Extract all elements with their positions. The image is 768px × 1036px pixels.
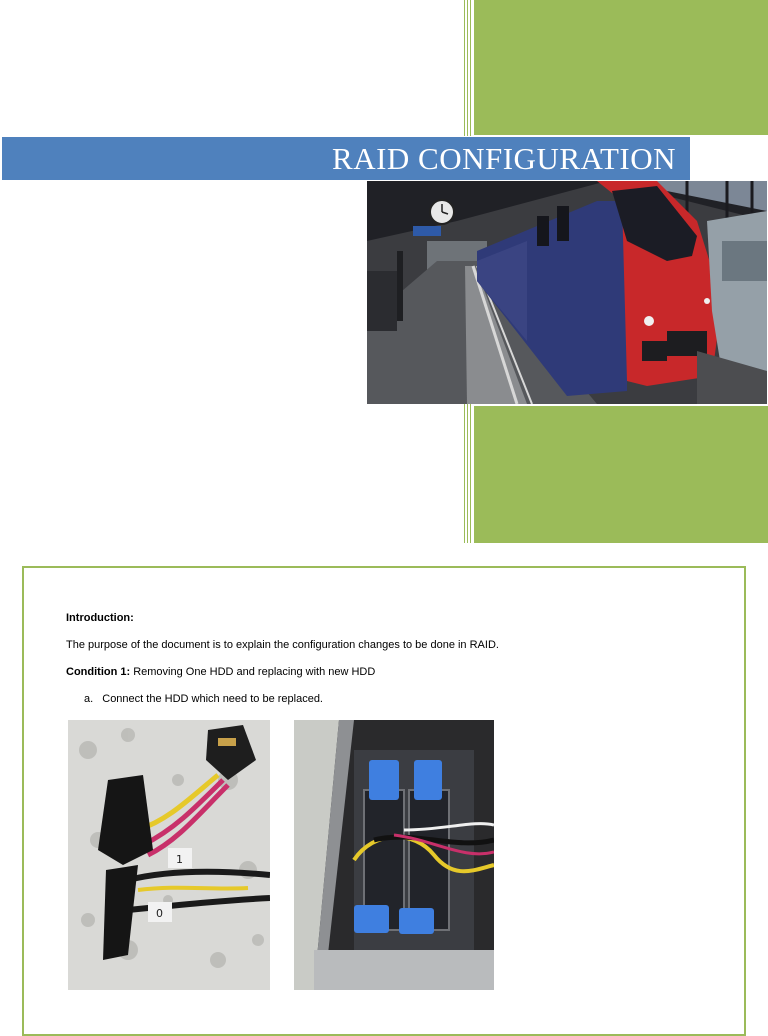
condition-text: Removing One HDD and replacing with new HDD — [130, 666, 376, 678]
document-page — [22, 566, 746, 1036]
step-line — [84, 693, 323, 705]
sata-cable-photo — [68, 720, 270, 990]
green-block-top — [474, 0, 768, 135]
step-marker: a. — [84, 693, 94, 705]
step-text: Connect the HDD which need to be replaced. — [102, 693, 323, 705]
hdd-bay-photo — [294, 720, 494, 990]
train-photo — [367, 181, 767, 404]
condition-line — [66, 666, 375, 678]
green-block-bottom — [474, 406, 768, 543]
document-title: RAID CONFIGURATION — [332, 141, 676, 176]
condition-label: Condition 1: — [66, 666, 131, 678]
cable-label-0: 0 — [156, 907, 163, 920]
cable-label-1: 1 — [176, 853, 183, 866]
purpose-text: The purpose of the document is to explain the configuration changes to be done in RAID. — [66, 639, 499, 651]
intro-heading: Introduction: — [66, 612, 134, 624]
title-bar — [1, 136, 691, 181]
